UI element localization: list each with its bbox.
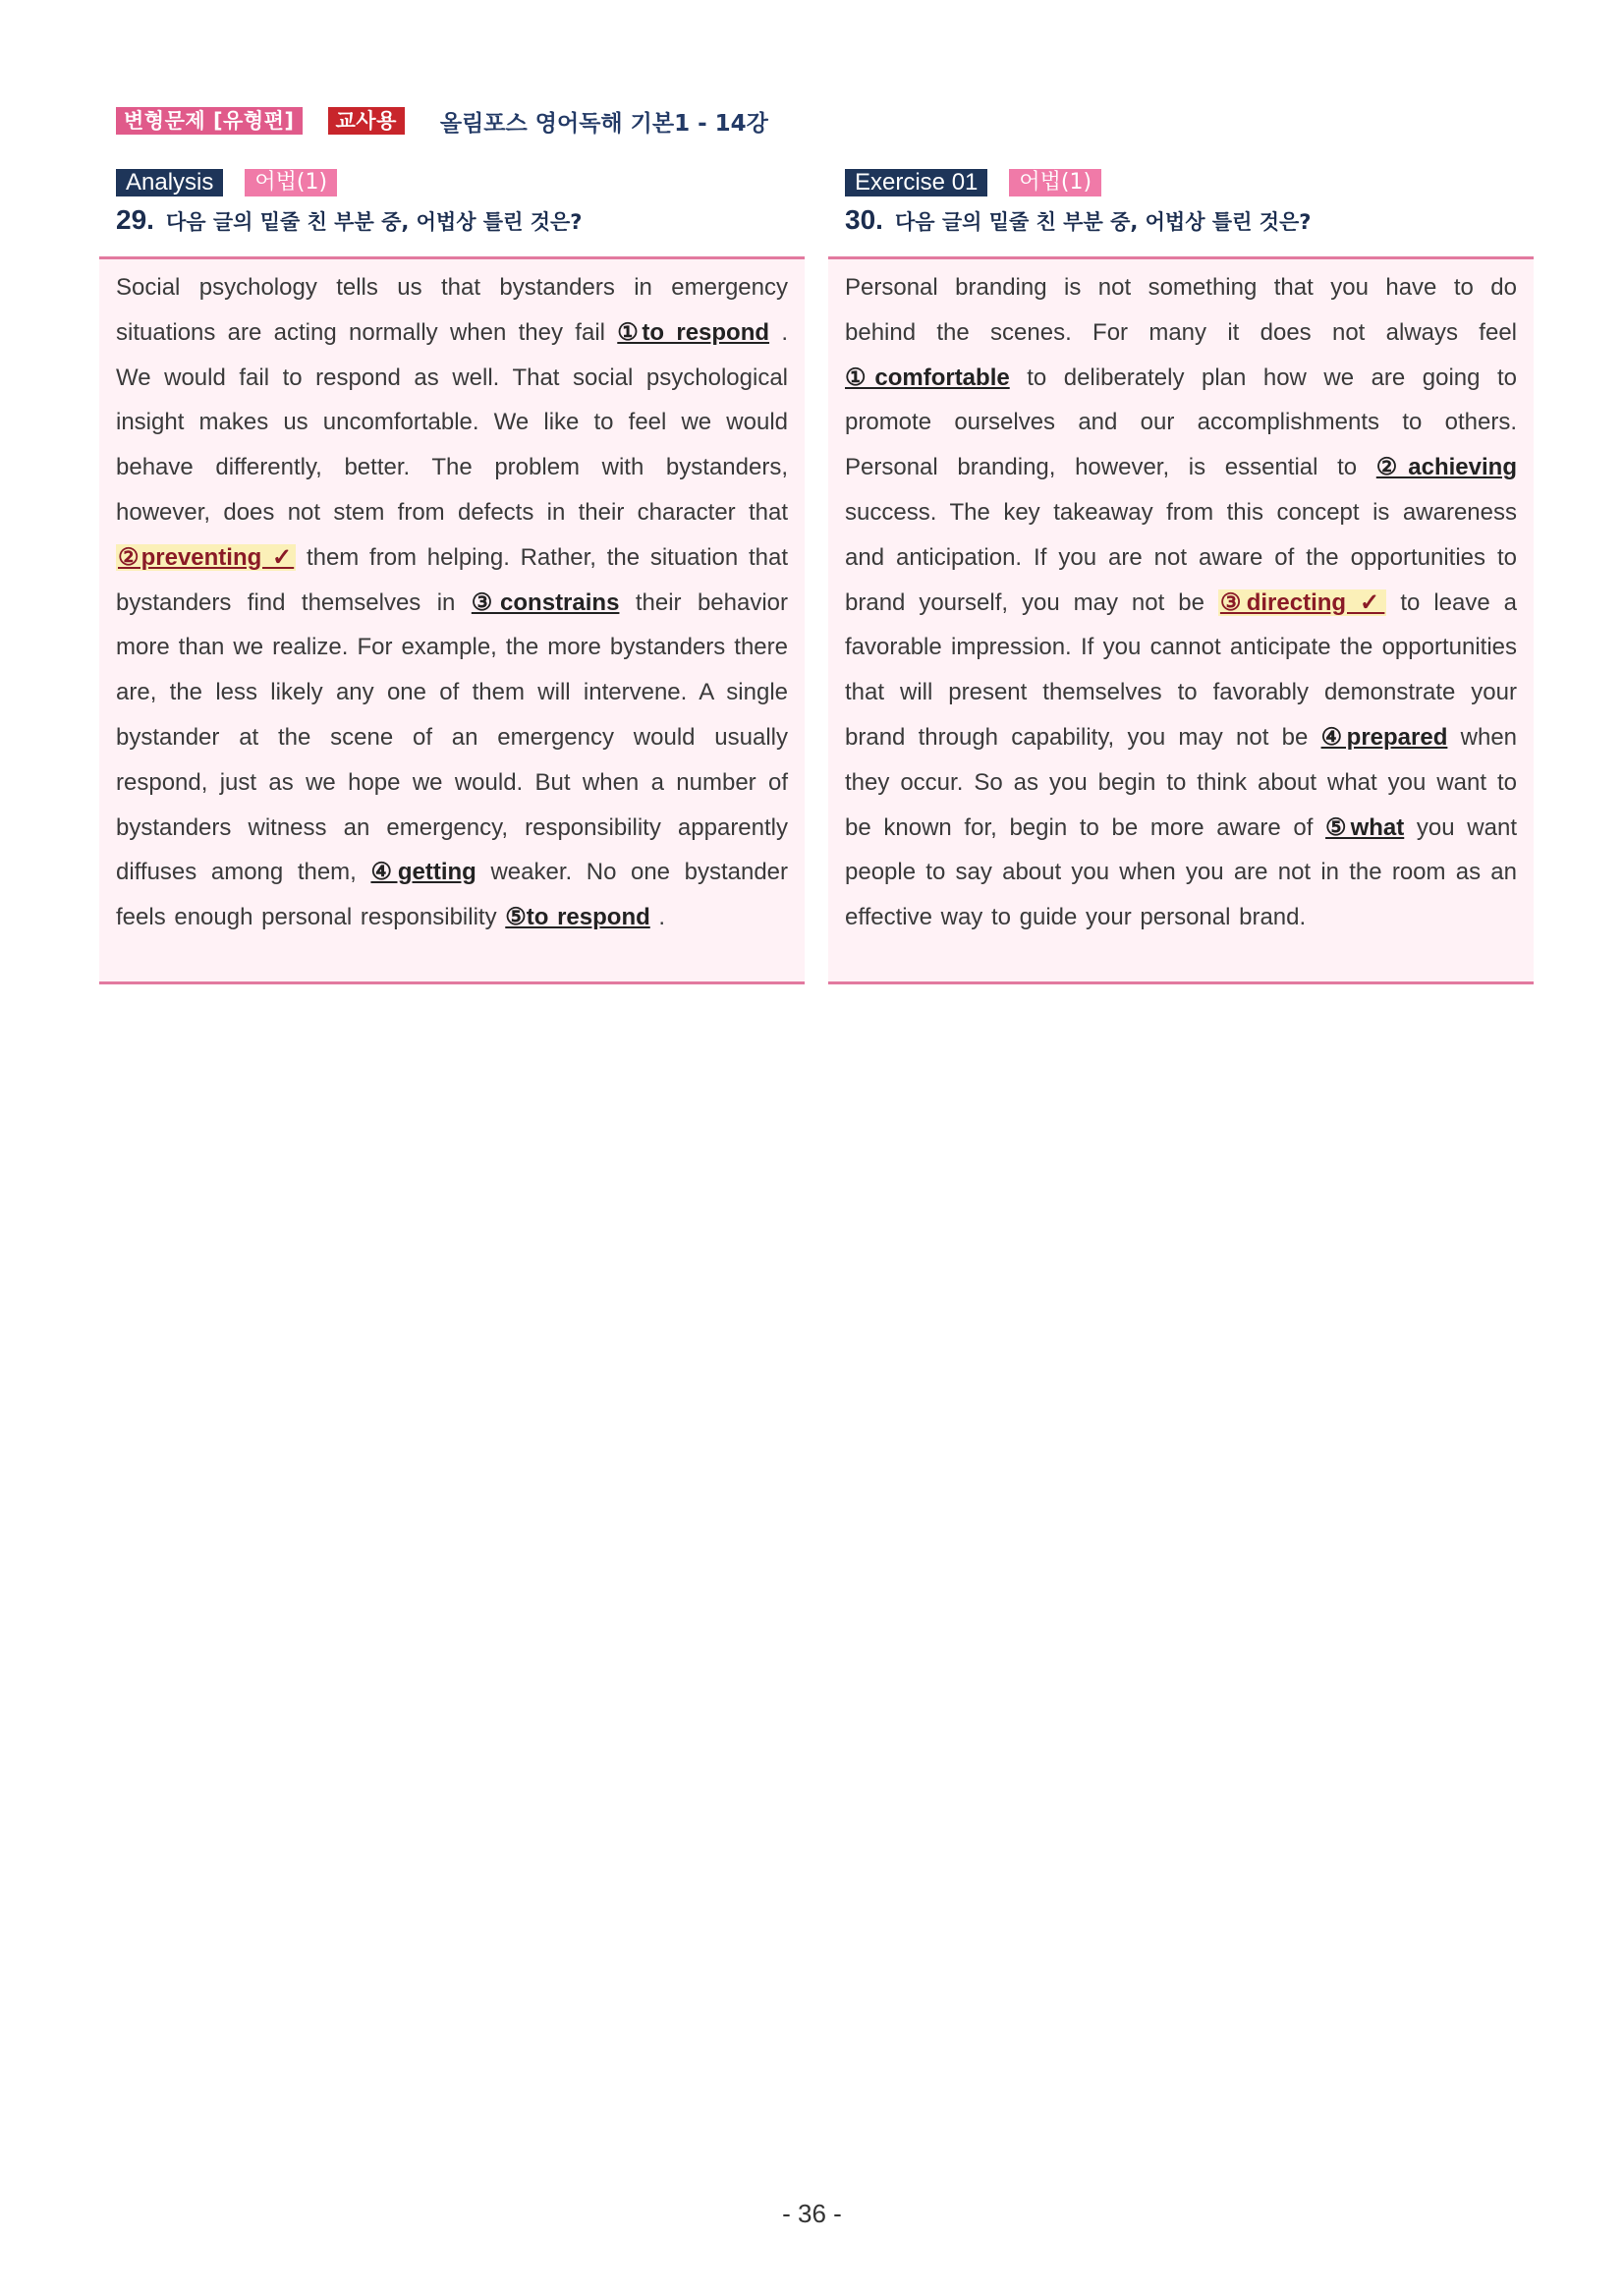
passage-text: Personal branding is not something that you have to do behind the scenes. For many it does not always feel ①comfortable to deliberately plan how we are going to promote ourselves and our accomplishments to others. Personal branding, however, is essential to ②achieving success. The key takeaway from this concept is awareness and anticipation. If you are not aware of the opportunities to brand yourself, you may not be ③directing ✓ to leave a favorable impression. If you cannot anticipate the opportunities that will present themselves to favorably demonstrate your brand through capability, you may not be ④prepared when they occur. So as you begin to think about what you want to be known for, begin to be more aware of ⑤what you want people to say about you when you are not in the room as an effective way to guide your personal brand. (845, 274, 1518, 931)
teacher-tag: 교사용 (328, 107, 405, 135)
section-label: Exercise 01 (845, 169, 987, 196)
question-prompt: 다음 글의 밑줄 친 부분 중, 어법상 틀린 것은? (894, 210, 1312, 234)
type-tag: 변형문제 [유형편] (116, 107, 303, 135)
choice-1: ①to respond (617, 318, 770, 346)
choice-5: ⑤to respond (505, 904, 650, 931)
question-number: 29. (116, 204, 154, 235)
answer-choice-3: ③directing ✓ (1219, 588, 1385, 616)
category-label: 어법(1) (1009, 169, 1101, 196)
question-labels (116, 169, 805, 196)
choice-1: ①comfortable (845, 364, 1010, 391)
page-number: - 36 - (782, 2199, 842, 2228)
question-labels (845, 169, 1534, 196)
passage-text: Social psychology tells us that bystanders in emergency situations are acting normally when they fail ①to respond . We would fail to respond as well. That social psychological insight makes us uncomfortable. We like to feel we would behave differently, better. The problem with bystanders, however, does not stem from defects in their character that ②preventing ✓ them from helping. Rather, the situation that bystanders find themselves in ③constrains their behavior more than we realize. For example, the more bystanders there are, the less likely any one of them will intervene. A single bystander at the scene of an emergency would usually respond, just as we hope we would. But when a number of bystanders witness an emergency, responsibility apparently diffuses among them, ④getting weaker. No one bystander feels enough personal responsibility ⑤to respond . (116, 274, 789, 931)
choice-5: ⑤what (1325, 813, 1405, 841)
section-label: Analysis (116, 169, 223, 196)
question-30-column (828, 169, 1534, 984)
question-prompt: 다음 글의 밑줄 친 부분 중, 어법상 틀린 것은? (165, 210, 583, 234)
question-heading (116, 204, 805, 240)
passage-box (828, 256, 1534, 984)
answer-choice-2: ②preventing ✓ (118, 543, 295, 571)
choice-4: ④getting (370, 859, 476, 886)
question-heading (845, 204, 1534, 240)
category-label: 어법(1) (245, 169, 337, 196)
choice-4: ④prepared (1320, 723, 1448, 751)
choice-3: ③constrains (471, 588, 620, 616)
document-title: 올림포스 영어독해 기본1 - 14강 (439, 110, 768, 137)
question-29-column (99, 169, 805, 984)
passage-box (99, 256, 805, 984)
choice-2: ②achieving (1375, 454, 1517, 481)
question-number: 30. (845, 204, 883, 235)
page-header (116, 106, 768, 136)
